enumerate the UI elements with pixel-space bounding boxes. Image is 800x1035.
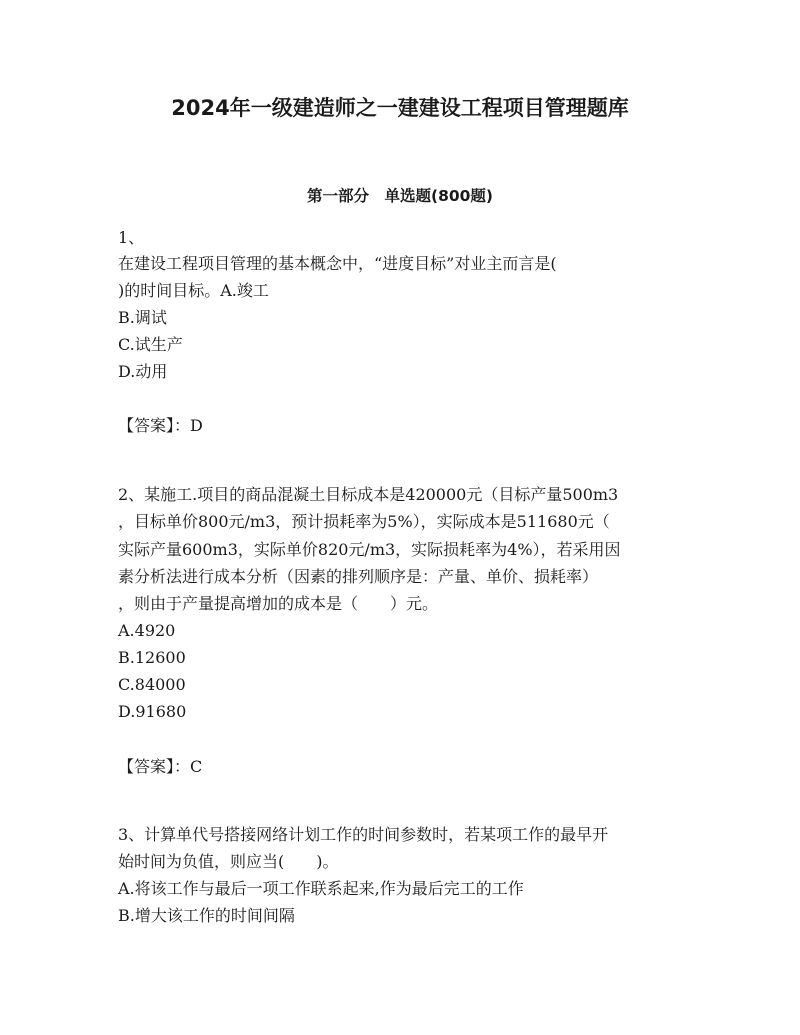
question-1-option-d: D.动用 bbox=[118, 362, 168, 381]
question-1-stem-line-2: )的时间目标。A.竣工 bbox=[118, 281, 269, 300]
question-3-option-a: A.将该工作与最后一项工作联系起来,作为最后完工的工作 bbox=[118, 879, 524, 898]
question-2-stem-line-4: 素分析法进行成本分析（因素的排列顺序是：产量、单价、损耗率） bbox=[118, 567, 599, 586]
question-3-option-b: B.增大该工作的时间间隔 bbox=[118, 906, 295, 925]
section-heading: 第一部分 单选题(800题) bbox=[306, 187, 494, 205]
document-title: 2024年一级建造师之一建建设工程项目管理题库 bbox=[171, 96, 629, 120]
question-2-option-c: C.84000 bbox=[118, 675, 186, 694]
question-1-stem-line-1: 在建设工程项目管理的基本概念中，“进度目标”对业主而言是( bbox=[118, 254, 557, 273]
question-2-stem-line-3: 实际产量600m3，实际单价820元/m3，实际损耗率为4%），若采用因 bbox=[118, 540, 621, 559]
question-2-stem-line-2: ，目标单价800元/m3，预计损耗率为5%），实际成本是511680元（ bbox=[118, 512, 610, 531]
question-2-stem-line-1: 2、某施工.项目的商品混凝土目标成本是420000元（目标产量500m3 bbox=[118, 485, 619, 504]
question-2-option-a: A.4920 bbox=[118, 621, 176, 640]
question-2-option-b: B.12600 bbox=[118, 648, 186, 667]
question-1-number: 1、 bbox=[118, 228, 145, 247]
question-2-stem-line-5: ，则由于产量提高增加的成本是（ ）元。 bbox=[118, 594, 439, 613]
question-3-stem-line-1: 3、计算单代号搭接网络计划工作的时间参数时，若某项工作的最早开 bbox=[118, 825, 609, 844]
question-3-stem-line-2: 始时间为负值，则应当( )。 bbox=[118, 852, 339, 871]
question-2-option-d: D.91680 bbox=[118, 702, 187, 721]
question-2-answer: 【答案】：C bbox=[118, 757, 203, 776]
question-1-answer: 【答案】：D bbox=[118, 416, 203, 435]
question-1-option-c: C.试生产 bbox=[118, 335, 183, 354]
question-1-option-b: B.调试 bbox=[118, 308, 167, 327]
